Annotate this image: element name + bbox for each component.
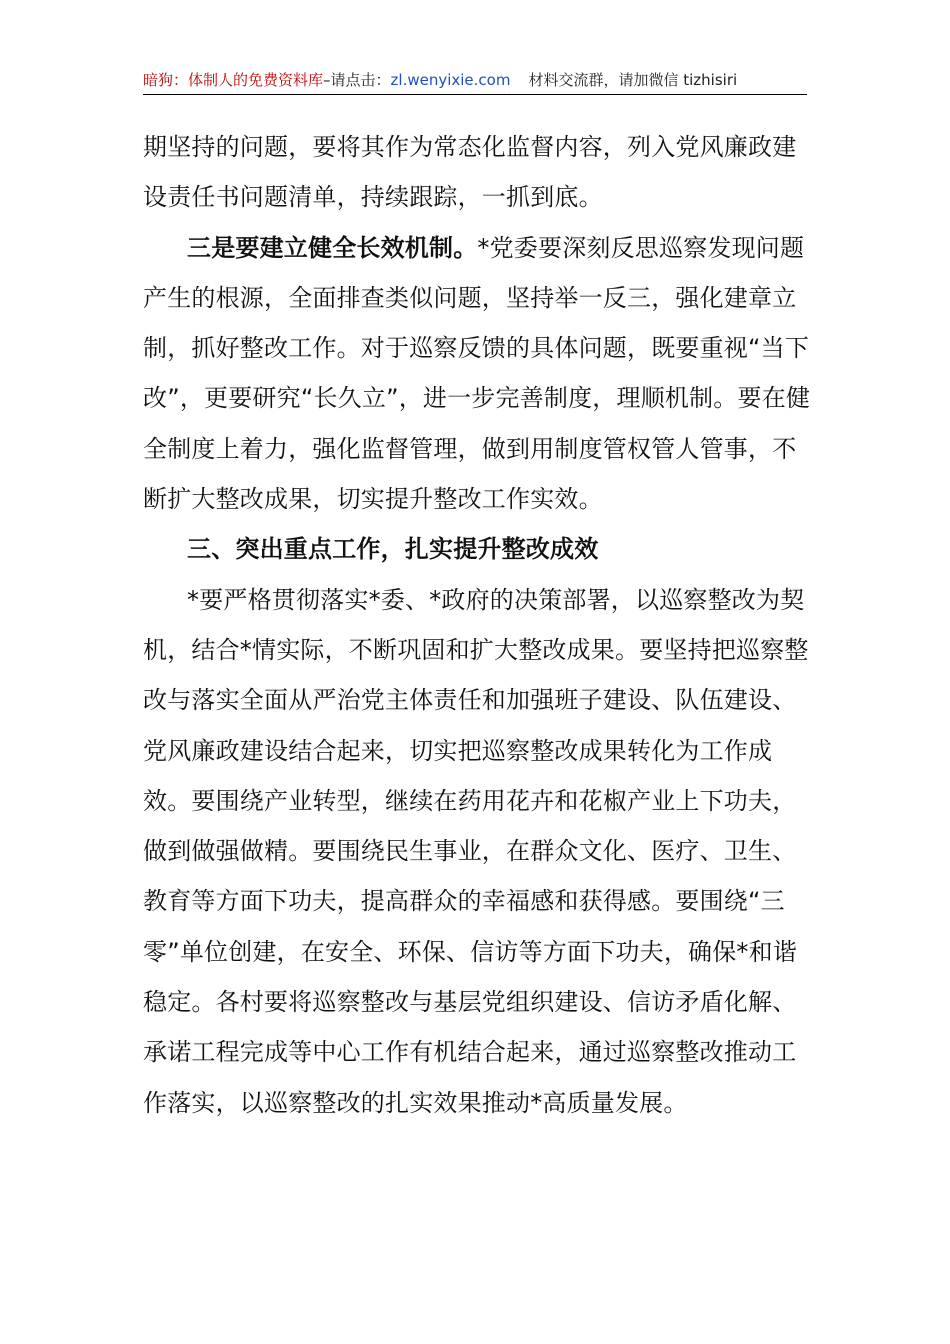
header-prompt: –请点击： <box>323 71 391 89</box>
paragraph-key-work: *要严格贯彻落实*委、*政府的决策部署，以巡察整改为契机，结合*情实际，不断巩固和扩大整改成果。要坚持把巡察整改与落实全面从严治党主体责任和加强班子建设、队伍建设、党风廉政建设结合起来，切实把巡察整改成果转化为工作成效。要围绕产业转型，继续在药用花卉和花椒产业上下功夫，做到做强做精。要围绕民生事业，在群众文化、医疗、卫生、教育等方面下功夫，提高群众的幸福感和获得感。要围绕“三零”单位创建，在安全、环保、信访等方面下功夫，确保*和谐稳定。各村要将巡察整改与基层党组织建设、信访矛盾化解、承诺工程完成等中心工作有机结合起来，通过巡察整改推动工作落实，以巡察整改的扎实效果推动*高质量发展。 <box>143 585 809 1117</box>
section-heading: 三、突出重点工作，扎实提升整改成效 <box>187 535 599 564</box>
header-link[interactable]: zl.wenyixie.com <box>390 71 511 89</box>
paragraph-continuation: 期坚持的问题，要将其作为常态化监督内容，列入党风廉政建设责任书问题清单，持续跟踪，一抓到底。 <box>143 133 797 212</box>
header-brand: 暗狗：体制人的免费资料库 <box>143 71 324 89</box>
paragraph-lead-heading: 三是要建立健全长效机制。 <box>187 233 478 262</box>
paragraph-long-term-mechanism <box>143 223 815 525</box>
document-body <box>143 122 815 1128</box>
paragraph-body: *党委要深刻反思巡察发现问题产生的根源，全面排查类似问题，坚持举一反三，强化建章立制，抓好整改工作。对于巡察反馈的具体问题，既要重视“当下改”，更要研究“长久立”，进一步完善制度，理顺机制。要在健全制度上着力，强化监督管理，做到用制度管权管人管事，不断扩大整改成果，切实提升整改工作实效。 <box>143 233 811 514</box>
header-wechat-note: 材料交流群，请加微信 tizhisiri <box>528 71 738 89</box>
page-header <box>143 70 807 95</box>
